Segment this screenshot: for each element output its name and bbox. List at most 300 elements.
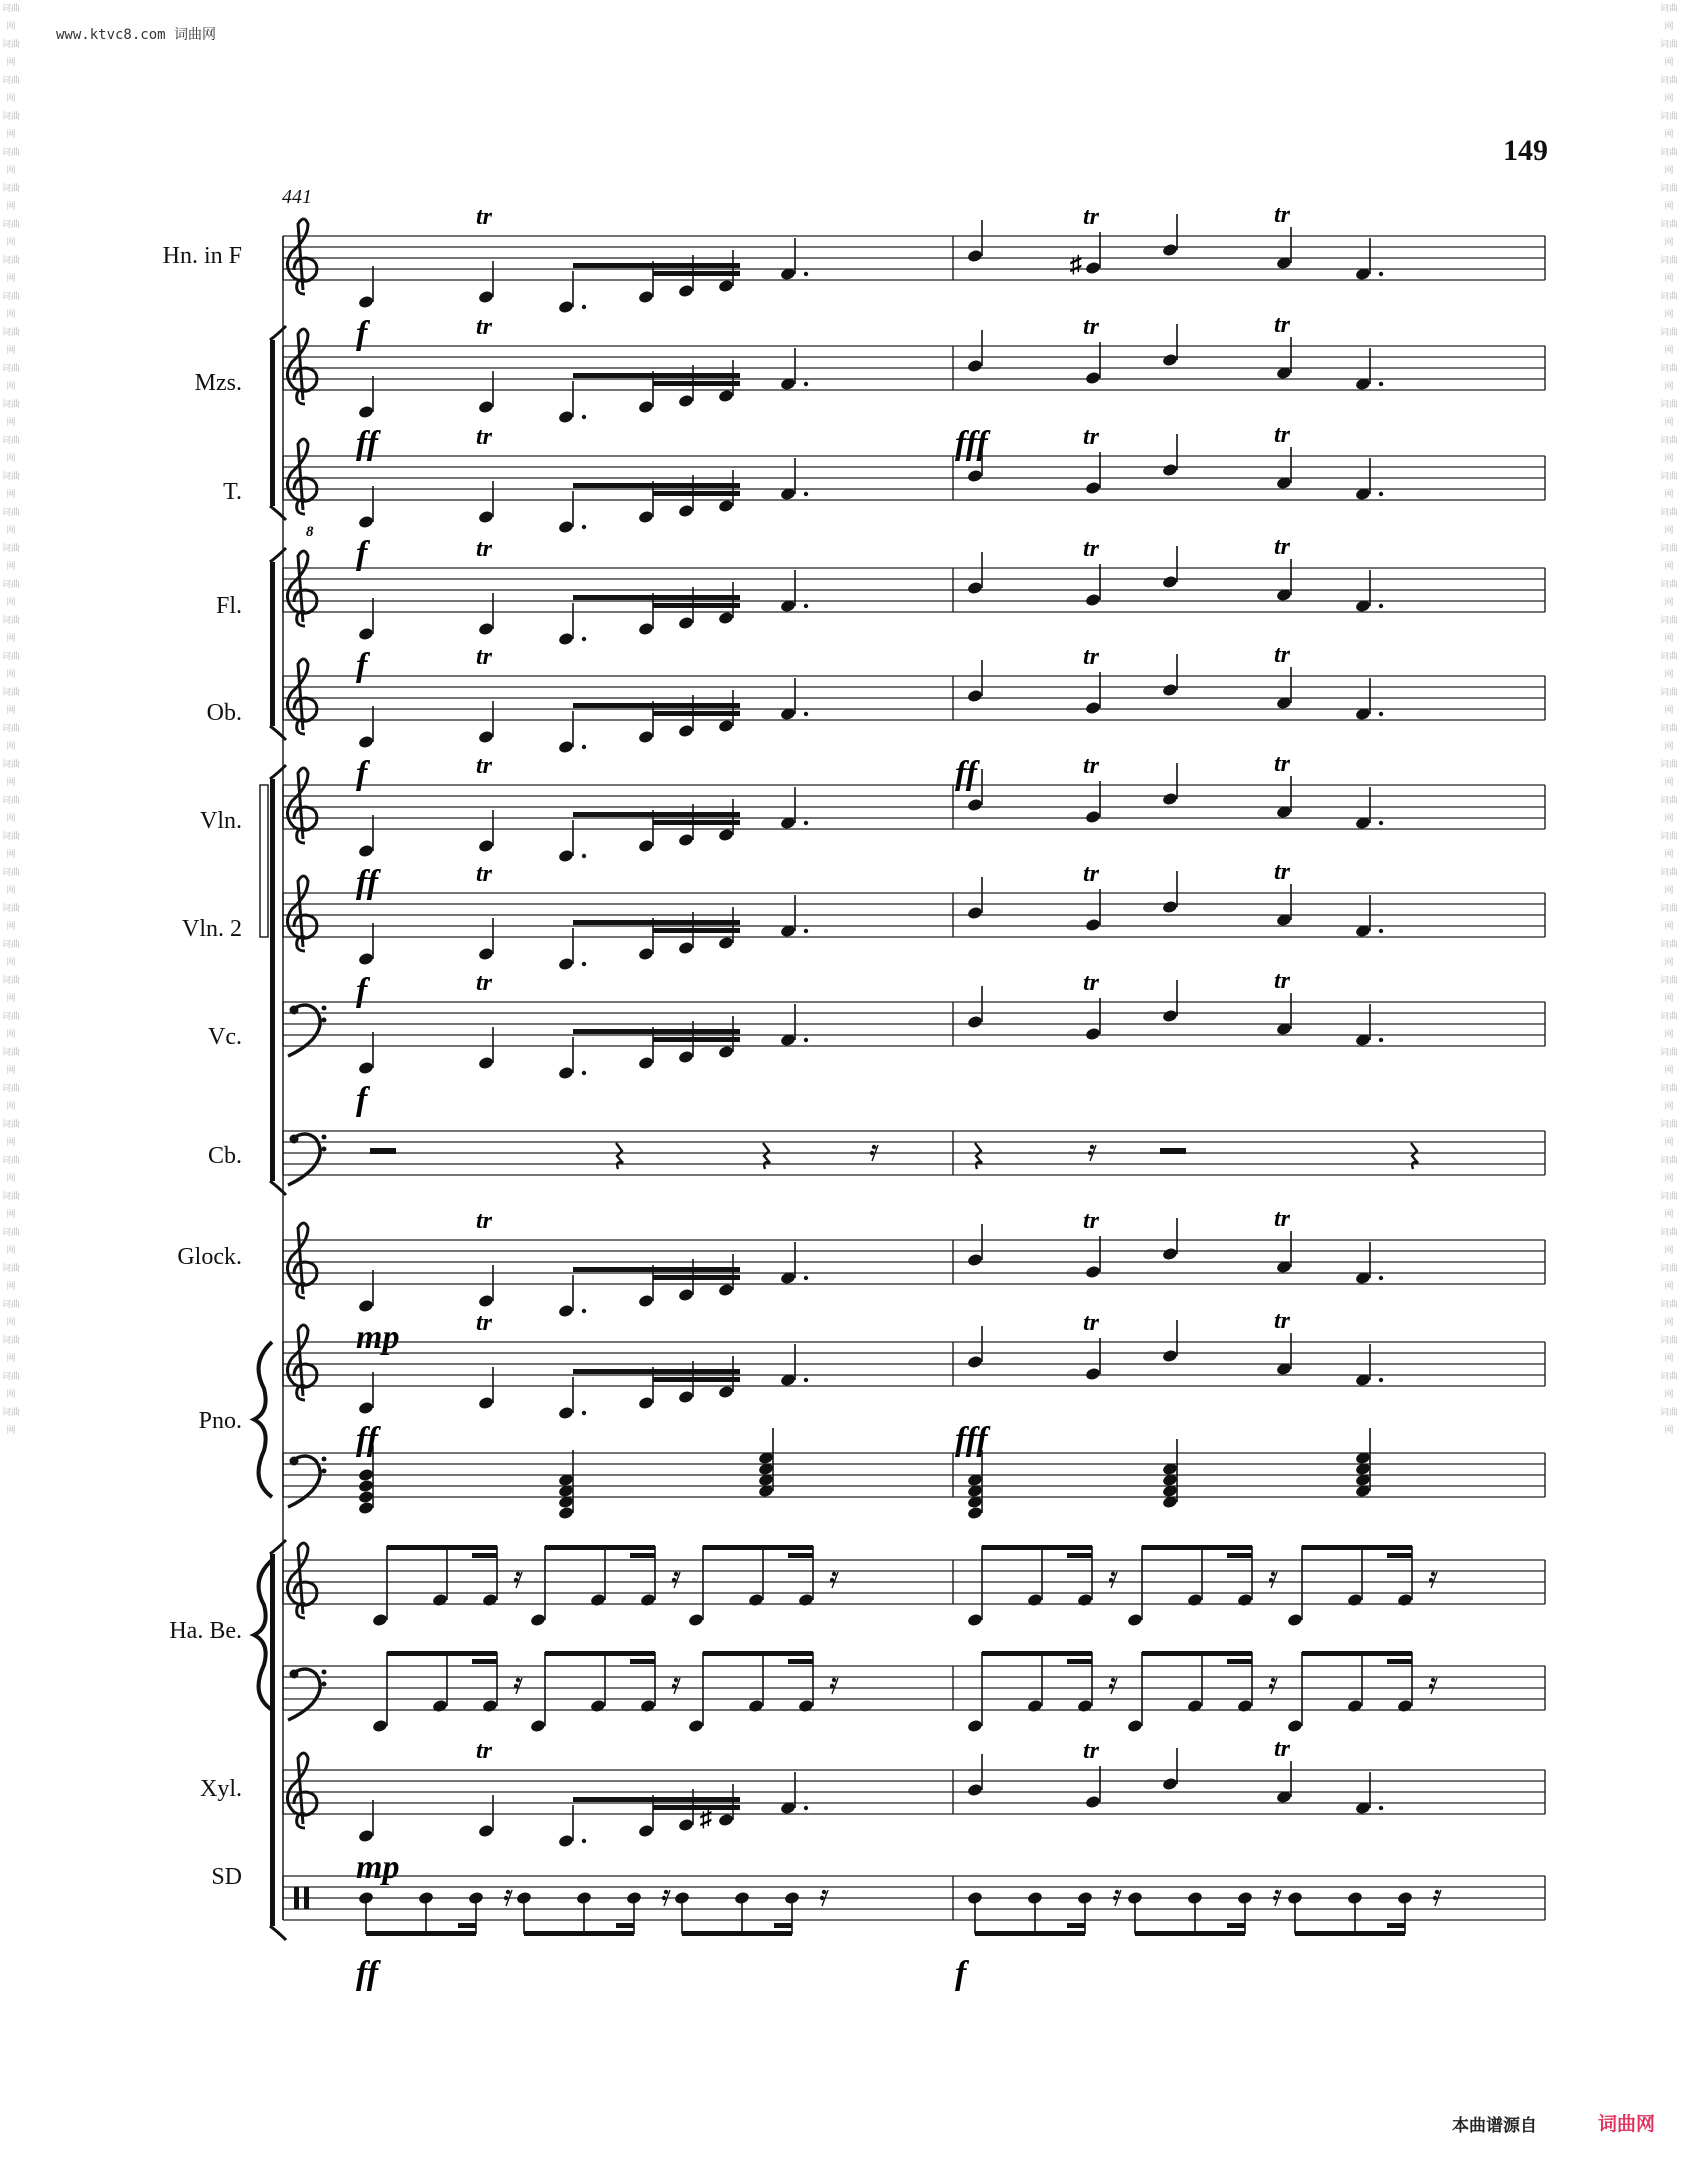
beam — [982, 1545, 1092, 1550]
trill-mark: tr — [476, 536, 493, 562]
notehead — [640, 1593, 657, 1608]
notehead — [1162, 575, 1179, 590]
notehead — [558, 1066, 575, 1081]
dot — [582, 525, 586, 529]
notehead — [478, 1396, 495, 1411]
beam — [1387, 1923, 1405, 1928]
beam — [573, 703, 740, 708]
beam — [573, 1029, 740, 1034]
notehead — [358, 1299, 375, 1314]
trill-mark: tr — [476, 1310, 493, 1336]
dot — [1379, 492, 1383, 496]
notehead — [1077, 1593, 1094, 1608]
notehead — [358, 627, 375, 642]
notehead — [967, 1613, 984, 1628]
trill-mark: tr — [1274, 1308, 1291, 1334]
beam — [703, 1545, 813, 1550]
notehead — [478, 1294, 495, 1309]
notehead — [590, 1593, 607, 1608]
harp-brace — [254, 1560, 272, 1710]
notehead — [718, 1045, 735, 1060]
notehead — [638, 947, 655, 962]
trill-mark: tr — [476, 314, 493, 340]
notehead — [530, 1719, 547, 1734]
sixteenth-rest — [664, 1890, 668, 1894]
notehead — [478, 510, 495, 525]
beam — [653, 711, 740, 716]
instrument-label: Ha. Be. — [169, 1618, 242, 1644]
bass-clef — [290, 1457, 299, 1466]
notehead — [798, 1699, 815, 1714]
dot — [804, 1276, 808, 1280]
notehead — [718, 1385, 735, 1400]
notehead — [1162, 792, 1179, 807]
sixteenth-rest — [870, 1151, 874, 1155]
sixteenth-rest — [822, 1890, 826, 1894]
dot — [582, 1839, 586, 1843]
trill-mark: tr — [1083, 204, 1100, 230]
notehead — [718, 1283, 735, 1298]
trill-mark: tr — [1274, 859, 1291, 885]
sixteenth-rest — [514, 1684, 518, 1688]
sixteenth-rest — [516, 1678, 520, 1682]
notehead — [638, 730, 655, 745]
beam — [1067, 1553, 1092, 1558]
instrument-label: Pno. — [198, 1408, 242, 1434]
beam — [573, 1369, 740, 1374]
beam — [653, 603, 740, 608]
sixteenth-rest — [1435, 1890, 1439, 1894]
dot — [1379, 272, 1383, 276]
bass-clef — [322, 1018, 327, 1023]
beam — [573, 812, 740, 817]
notehead — [478, 290, 495, 305]
instrument-label: Hn. in F — [162, 243, 242, 269]
instrument-label: Glock. — [177, 1244, 242, 1270]
notehead — [1085, 371, 1102, 386]
bass-clef — [290, 1135, 299, 1144]
sixteenth-rest — [1429, 1578, 1433, 1582]
trill-mark: tr — [1274, 968, 1291, 994]
notehead — [1187, 1699, 1204, 1714]
trill-mark: tr — [476, 644, 493, 670]
bass-clef — [322, 1006, 327, 1011]
octave-marker: 8 — [306, 524, 314, 540]
dot — [804, 604, 808, 608]
notehead — [358, 844, 375, 859]
sixteenth-rest — [1429, 1684, 1433, 1688]
beam — [545, 1545, 655, 1550]
notehead — [372, 1613, 389, 1628]
notehead — [558, 849, 575, 864]
beam — [653, 1037, 740, 1042]
dot — [1379, 1276, 1383, 1280]
notehead — [967, 798, 984, 813]
sixteenth-rest — [1111, 1678, 1115, 1682]
treble-clef — [287, 768, 316, 843]
sixteenth-rest — [506, 1890, 510, 1894]
dot — [582, 415, 586, 419]
notehead — [1085, 701, 1102, 716]
instrument-label: Vln. 2 — [182, 916, 242, 942]
trill-mark: tr — [476, 1738, 493, 1764]
bass-clef — [290, 1006, 299, 1015]
trill-mark: tr — [476, 1208, 493, 1234]
notehead — [967, 469, 984, 484]
notehead — [967, 359, 984, 374]
page-number: 149 — [1503, 134, 1548, 167]
beam — [630, 1553, 655, 1558]
dot — [804, 712, 808, 716]
dynamic-marking: f — [356, 647, 368, 684]
dot — [1379, 1806, 1383, 1810]
sixteenth-rest — [1433, 1896, 1437, 1900]
dot — [582, 1411, 586, 1415]
notehead — [478, 1824, 495, 1839]
beam — [366, 1931, 476, 1936]
chord-notehead — [358, 1468, 375, 1483]
beam — [545, 1651, 655, 1656]
notehead — [482, 1699, 499, 1714]
beam — [616, 1923, 634, 1928]
beam — [573, 1797, 740, 1802]
dynamic-marking: ff — [356, 425, 379, 462]
notehead — [1162, 463, 1179, 478]
dynamic-marking: ff — [356, 1955, 379, 1992]
notehead — [748, 1593, 765, 1608]
notehead — [590, 1699, 607, 1714]
sixteenth-rest — [1269, 1578, 1273, 1582]
site-url[interactable]: www.ktvc8.com 词曲网 — [56, 27, 217, 43]
dot — [804, 1806, 808, 1810]
trill-mark: tr — [1274, 1206, 1291, 1232]
chord-notehead — [558, 1506, 575, 1521]
chord-notehead — [358, 1490, 375, 1505]
notehead — [967, 1783, 984, 1798]
notehead — [718, 719, 735, 734]
treble-clef — [287, 1223, 316, 1298]
dynamic-marking: ff — [955, 755, 978, 792]
quarter-rest — [763, 1143, 770, 1169]
trill-mark: tr — [1083, 753, 1100, 779]
beam — [573, 373, 740, 378]
beam — [573, 483, 740, 488]
trill-mark: tr — [1083, 424, 1100, 450]
beam — [573, 263, 740, 268]
notehead — [678, 1390, 695, 1405]
dot — [804, 929, 808, 933]
dynamic-marking: mp — [356, 1849, 400, 1886]
notehead — [1162, 683, 1179, 698]
percussion-bracket — [270, 1554, 275, 1926]
notehead — [638, 290, 655, 305]
sixteenth-rest — [830, 1684, 834, 1688]
dot — [1379, 712, 1383, 716]
notehead — [1347, 1699, 1364, 1714]
instrument-label: Vc. — [208, 1024, 242, 1050]
instrument-label: Fl. — [215, 593, 242, 619]
woodwind-bracket — [270, 562, 275, 726]
quarter-rest — [975, 1143, 982, 1169]
dot — [582, 1309, 586, 1313]
notehead — [638, 622, 655, 637]
percussion-clef — [294, 1887, 299, 1909]
notehead — [358, 295, 375, 310]
dot — [582, 305, 586, 309]
notehead — [358, 1829, 375, 1844]
notehead — [678, 616, 695, 631]
sixteenth-rest — [1113, 1896, 1117, 1900]
beam — [788, 1659, 813, 1664]
notehead — [718, 828, 735, 843]
notehead — [967, 249, 984, 264]
notehead — [478, 622, 495, 637]
beam — [788, 1553, 813, 1558]
bass-clef — [322, 1682, 327, 1687]
dot — [804, 821, 808, 825]
notehead — [1162, 243, 1179, 258]
chord-notehead — [358, 1479, 375, 1494]
sixteenth-rest — [830, 1578, 834, 1582]
notehead — [638, 1396, 655, 1411]
notehead — [748, 1699, 765, 1714]
sixteenth-rest — [1431, 1572, 1435, 1576]
notehead — [358, 1401, 375, 1416]
strings-bracket — [270, 779, 275, 1181]
dynamic-marking: f — [356, 755, 368, 792]
beam — [975, 1931, 1085, 1936]
beam — [653, 491, 740, 496]
notehead — [1287, 1613, 1304, 1628]
notehead — [558, 957, 575, 972]
sixteenth-rest — [1115, 1890, 1119, 1894]
half-rest — [1160, 1148, 1186, 1154]
trill-mark: tr — [1274, 202, 1291, 228]
trill-mark: tr — [476, 970, 493, 996]
dynamic-marking: f — [356, 1081, 368, 1118]
sixteenth-rest — [832, 1678, 836, 1682]
sixteenth-rest — [672, 1578, 676, 1582]
sixteenth-rest — [1109, 1684, 1113, 1688]
notehead — [798, 1593, 815, 1608]
notehead — [967, 581, 984, 596]
notehead — [1162, 1247, 1179, 1262]
notehead — [1162, 1777, 1179, 1792]
notehead — [688, 1719, 705, 1734]
footer-source-text: 本曲谱源自 — [1452, 2116, 1537, 2136]
trill-mark: tr — [1274, 312, 1291, 338]
treble-clef — [287, 659, 316, 734]
beam — [524, 1931, 634, 1936]
notehead — [967, 689, 984, 704]
notehead — [558, 410, 575, 425]
notehead — [558, 300, 575, 315]
dynamic-marking: fff — [955, 425, 988, 462]
dot — [804, 1378, 808, 1382]
beam — [982, 1651, 1092, 1656]
sixteenth-rest — [1111, 1572, 1115, 1576]
sixteenth-rest — [514, 1578, 518, 1582]
beam — [1387, 1659, 1412, 1664]
trill-mark: tr — [1083, 536, 1100, 562]
beam — [653, 1805, 740, 1810]
sixteenth-rest — [872, 1145, 876, 1149]
beam — [1302, 1651, 1412, 1656]
sixteenth-rest — [1088, 1151, 1092, 1155]
dynamic-marking: f — [356, 535, 368, 572]
sixteenth-rest — [662, 1896, 666, 1900]
notehead — [1085, 1027, 1102, 1042]
bass-clef — [322, 1670, 327, 1675]
dot — [804, 492, 808, 496]
notehead — [638, 1294, 655, 1309]
trill-mark: tr — [476, 753, 493, 779]
notehead — [478, 947, 495, 962]
notehead — [718, 1813, 735, 1828]
dynamic-marking: f — [356, 315, 368, 352]
notehead — [678, 1288, 695, 1303]
notehead — [1187, 1593, 1204, 1608]
dot — [582, 1071, 586, 1075]
beam — [630, 1659, 655, 1664]
sixteenth-rest — [674, 1572, 678, 1576]
piano-brace — [254, 1342, 272, 1497]
beam — [1067, 1923, 1085, 1928]
sixteenth-rest — [1273, 1896, 1277, 1900]
notehead — [372, 1719, 389, 1734]
beam — [1387, 1553, 1412, 1558]
percussion-clef — [304, 1887, 309, 1909]
notehead — [718, 499, 735, 514]
notehead — [1085, 1265, 1102, 1280]
half-rest — [370, 1148, 396, 1154]
notehead — [1162, 900, 1179, 915]
notehead — [1162, 1349, 1179, 1364]
dynamic-marking: f — [955, 1955, 967, 1992]
notehead — [482, 1593, 499, 1608]
notehead — [678, 724, 695, 739]
beam — [653, 820, 740, 825]
sixteenth-rest — [832, 1572, 836, 1576]
trill-mark: tr — [1083, 1738, 1100, 1764]
notehead — [967, 906, 984, 921]
sixteenth-rest — [1271, 1572, 1275, 1576]
dynamic-marking: f — [356, 972, 368, 1009]
beam — [1295, 1931, 1405, 1936]
bass-clef — [322, 1457, 327, 1462]
dynamic-marking: ff — [356, 864, 379, 901]
dot — [1379, 1038, 1383, 1042]
trill-mark: tr — [476, 204, 493, 230]
beam — [387, 1651, 497, 1656]
beam — [387, 1545, 497, 1550]
dot — [804, 382, 808, 386]
percussion-bracket — [270, 1926, 286, 1940]
bass-clef — [322, 1147, 327, 1152]
sixteenth-rest — [1109, 1578, 1113, 1582]
notehead — [478, 400, 495, 415]
right-edge-watermark: 词曲网 词曲网 词曲网 词曲网 词曲网 词曲网 词曲网 词曲网 词曲网 词曲网 词曲网 词曲网 词曲网 词曲网 词曲网 词曲网 词曲网 词曲网 词曲网 词曲网 词曲网 词曲网 词曲网 词曲网 词曲网 词曲网 词曲网 词曲网 词曲网 词曲网 词曲网 词曲网 词曲网 词曲网 词曲网 词曲网 词曲网 词曲网 词曲网 词曲网 — [1660, 4, 1678, 1436]
measure-number: 441 — [282, 186, 312, 208]
treble-clef — [287, 1753, 316, 1828]
notehead — [1027, 1699, 1044, 1714]
treble-clef — [287, 439, 316, 514]
dot — [1379, 929, 1383, 933]
notehead — [1237, 1699, 1254, 1714]
trill-mark: tr — [1083, 970, 1100, 996]
notehead — [1162, 1009, 1179, 1024]
notehead — [1077, 1699, 1094, 1714]
beam — [1142, 1651, 1252, 1656]
notehead — [558, 1406, 575, 1421]
trill-mark: tr — [1274, 534, 1291, 560]
dot — [1379, 1378, 1383, 1382]
notehead — [478, 730, 495, 745]
beam — [1227, 1923, 1245, 1928]
notehead — [558, 632, 575, 647]
notehead — [718, 936, 735, 951]
notehead — [1397, 1593, 1414, 1608]
trill-mark: tr — [1274, 642, 1291, 668]
beam — [653, 1377, 740, 1382]
dot — [1379, 821, 1383, 825]
bass-clef — [322, 1135, 327, 1140]
trill-mark: tr — [1083, 1310, 1100, 1336]
left-edge-watermark: 词曲网 词曲网 词曲网 词曲网 词曲网 词曲网 词曲网 词曲网 词曲网 词曲网 词曲网 词曲网 词曲网 词曲网 词曲网 词曲网 词曲网 词曲网 词曲网 词曲网 词曲网 词曲网 词曲网 词曲网 词曲网 词曲网 词曲网 词曲网 词曲网 词曲网 词曲网 词曲网 词曲网 词曲网 词曲网 词曲网 词曲网 词曲网 词曲网 词曲网 — [2, 4, 20, 1436]
dot — [1379, 604, 1383, 608]
dynamic-marking: ff — [356, 1421, 379, 1458]
notehead — [640, 1699, 657, 1714]
sixteenth-rest — [1090, 1145, 1094, 1149]
instrument-label: Ob. — [206, 700, 242, 726]
notehead — [1085, 593, 1102, 608]
notehead — [638, 510, 655, 525]
notehead — [688, 1613, 705, 1628]
dot — [582, 745, 586, 749]
sixteenth-rest — [1431, 1678, 1435, 1682]
notehead — [432, 1593, 449, 1608]
beam — [774, 1923, 792, 1928]
notehead — [530, 1613, 547, 1628]
notehead — [358, 1061, 375, 1076]
notehead — [478, 1056, 495, 1071]
notehead — [432, 1699, 449, 1714]
notehead — [1237, 1593, 1254, 1608]
trill-mark: tr — [1083, 314, 1100, 340]
treble-clef — [287, 551, 316, 626]
beam — [682, 1931, 792, 1936]
footer-logo-text[interactable]: 词曲网 — [1598, 2113, 1656, 2135]
notehead — [678, 941, 695, 956]
instrument-label: Mzs. — [194, 370, 242, 396]
notehead — [678, 394, 695, 409]
instrument-label: SD — [211, 1864, 242, 1890]
notehead — [718, 279, 735, 294]
beam — [573, 595, 740, 600]
trill-mark: tr — [1274, 751, 1291, 777]
quarter-rest — [616, 1143, 623, 1169]
notehead — [1287, 1719, 1304, 1734]
trill-mark: tr — [1083, 861, 1100, 887]
beam — [653, 1275, 740, 1280]
notehead — [478, 839, 495, 854]
notehead — [358, 515, 375, 530]
chord-notehead — [358, 1501, 375, 1516]
notehead — [678, 284, 695, 299]
sixteenth-rest — [504, 1896, 508, 1900]
dot — [582, 854, 586, 858]
instrument-label: Xyl. — [200, 1776, 242, 1802]
